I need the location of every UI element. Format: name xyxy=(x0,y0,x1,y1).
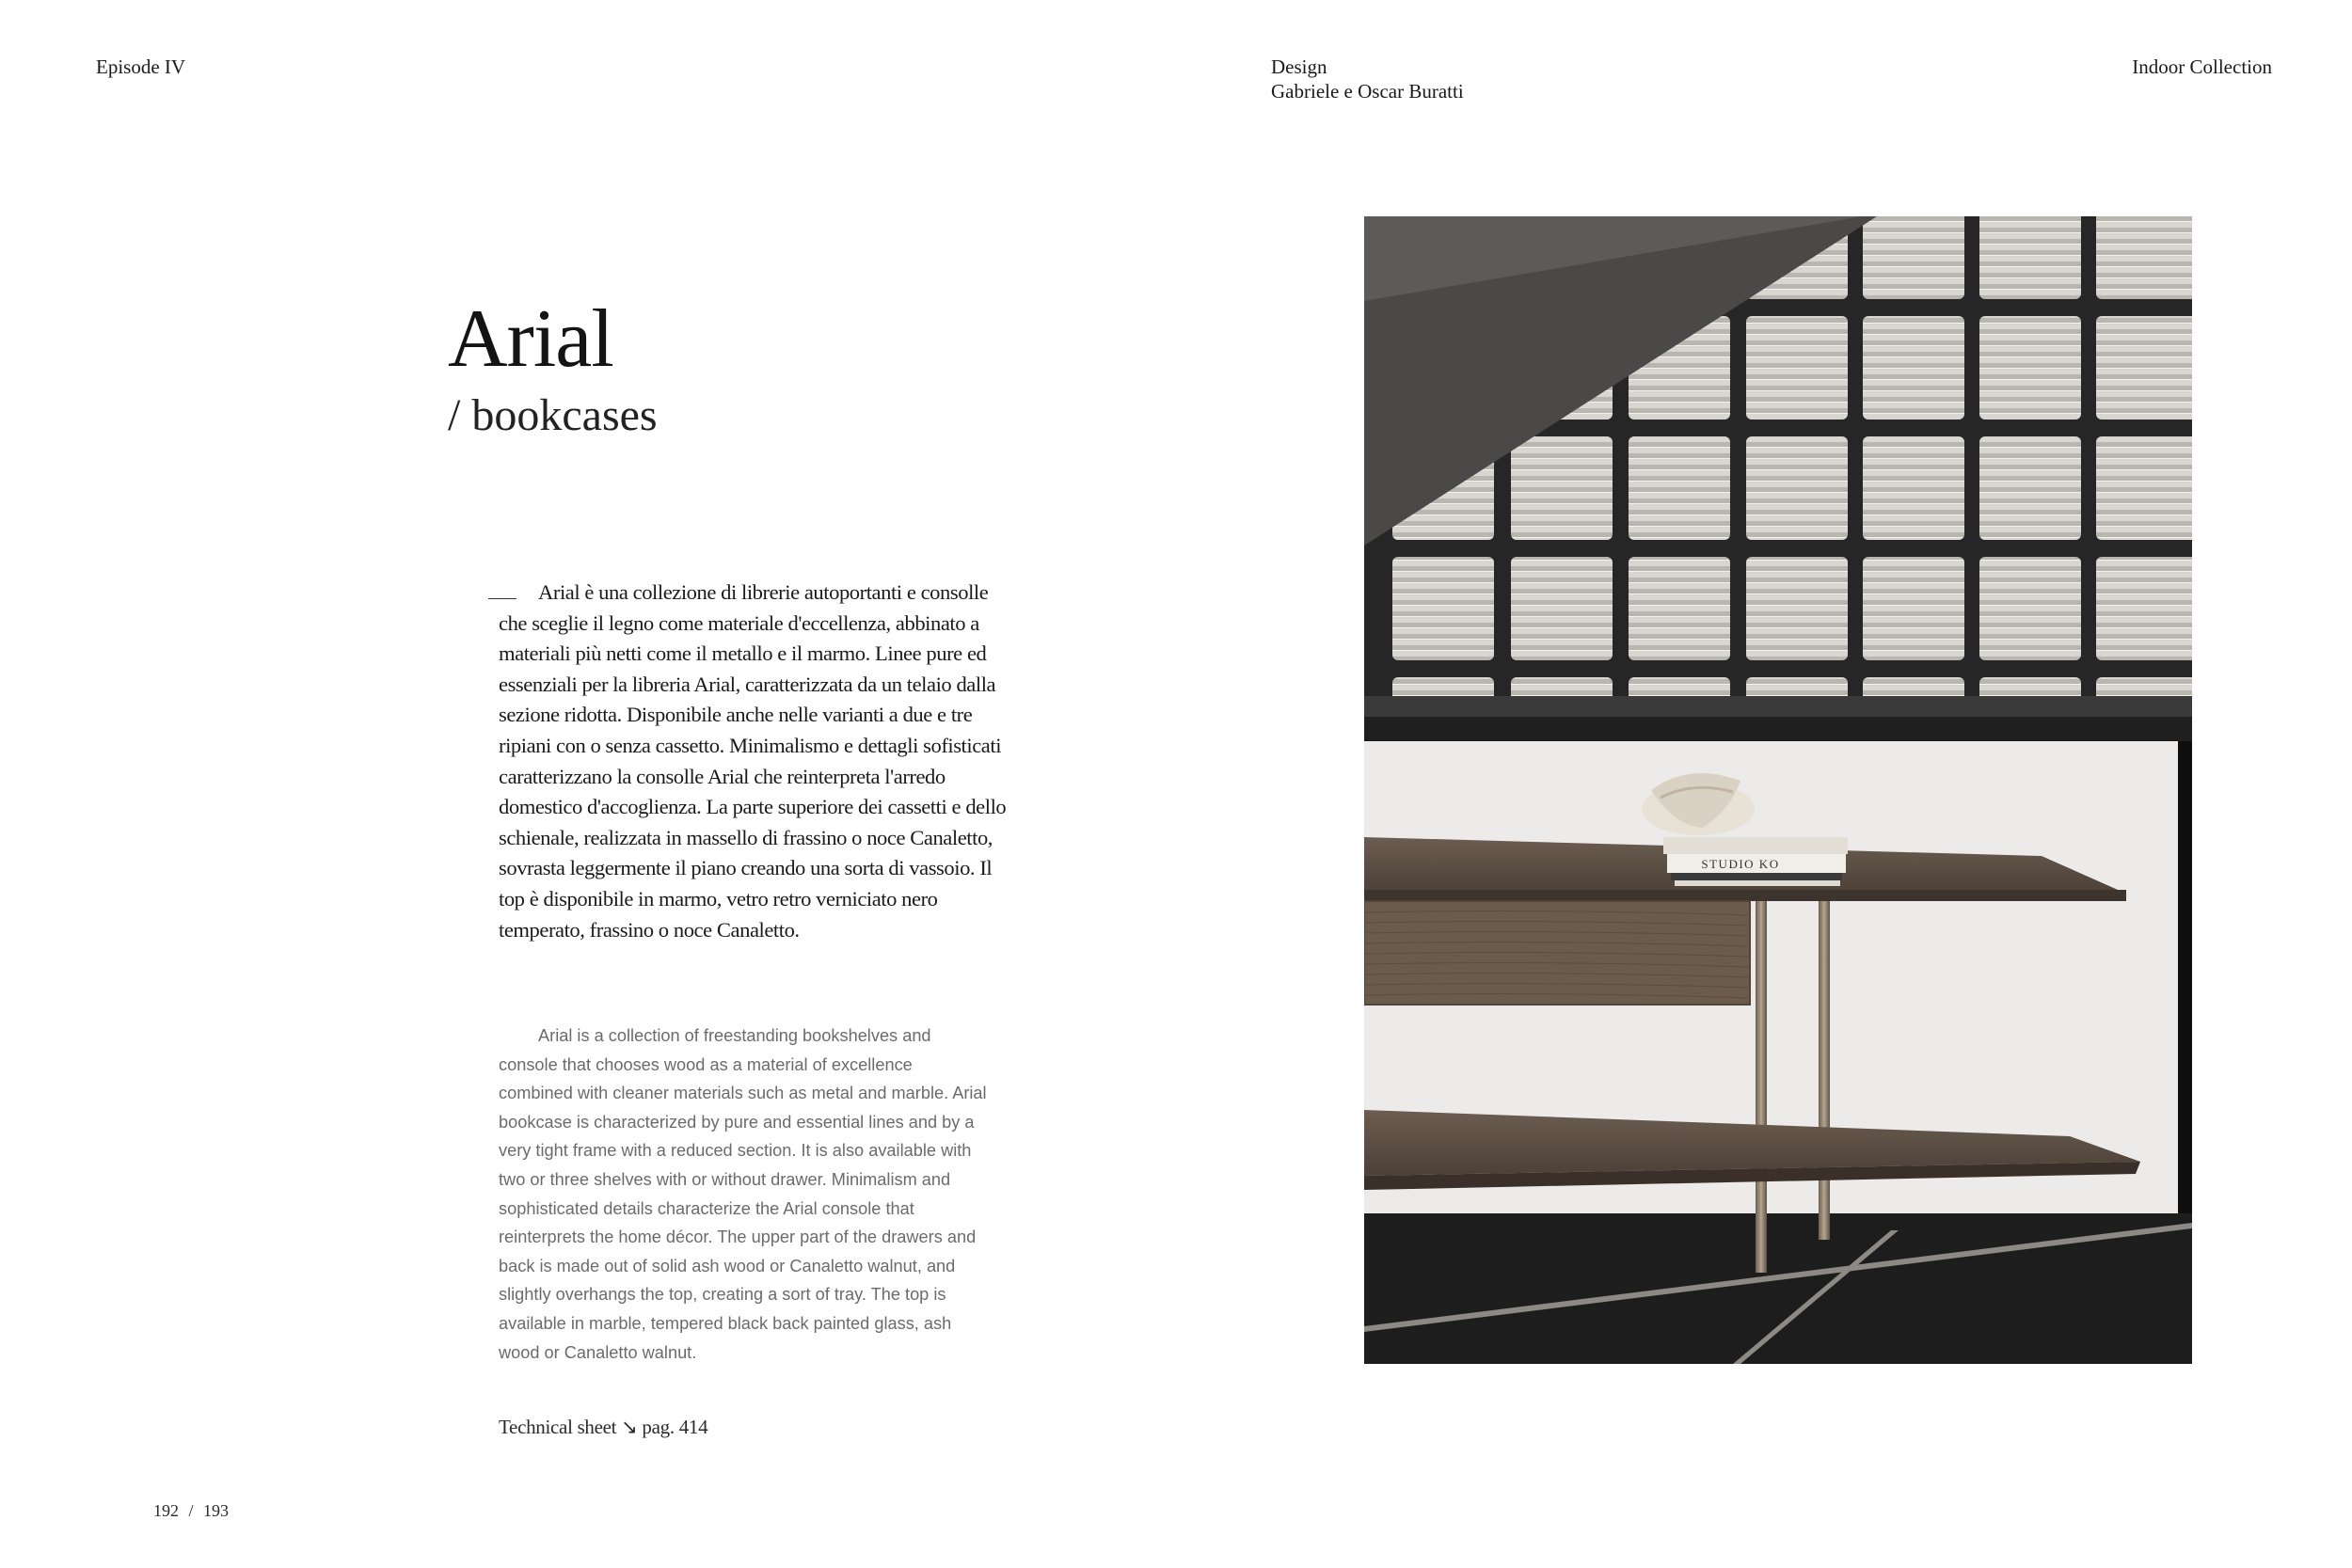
glass-block xyxy=(1979,557,2081,660)
product-photo xyxy=(1364,216,2192,1364)
book-title: STUDIO KO xyxy=(1701,857,1780,871)
glass-block xyxy=(1863,557,1964,660)
collection-label: Indoor Collection xyxy=(2132,55,2272,78)
glass-block xyxy=(2096,436,2192,540)
product-title: Arial xyxy=(448,293,613,385)
console-leg-left xyxy=(1756,901,1767,1273)
glass-block xyxy=(2096,557,2192,660)
design-label: Design xyxy=(1271,55,1327,78)
glass-block xyxy=(2096,216,2192,299)
glass-block xyxy=(1746,436,1848,540)
glass-block xyxy=(1979,436,2081,540)
glass-block xyxy=(1746,316,1848,420)
product-category: / bookcases xyxy=(448,390,658,440)
page-numbers: 192 / 193 xyxy=(153,1501,230,1520)
glass-block xyxy=(1511,436,1613,540)
glass-block xyxy=(2096,316,2192,420)
design-credit xyxy=(1271,55,1464,103)
glass-block xyxy=(1863,436,1964,540)
book-top xyxy=(1663,837,1848,854)
floor xyxy=(1364,1213,2192,1364)
glass-block xyxy=(1629,557,1730,660)
glass-block xyxy=(1511,557,1613,660)
glass-block xyxy=(1863,216,1964,299)
episode-label: Episode IV xyxy=(96,55,186,78)
console-scene-illustration xyxy=(1364,216,2192,1364)
glass-block xyxy=(1979,316,2081,420)
console-leg-right xyxy=(1819,901,1830,1240)
designers-name: Gabriele e Oscar Buratti xyxy=(1271,80,1464,103)
technical-sheet-link[interactable]: Technical sheet ↘ pag. 414 xyxy=(499,1416,708,1438)
glass-block xyxy=(1746,557,1848,660)
english-description: Arial is a collection of freestanding bookshelves and console that chooses wood as a material of excellence combined with cleaner materials such as metal and marble. Arial bookcase is characterized by pure and essential lines and by a very tight frame with a reduced section. It is also available with two or three shelves with or without drawer. Minimalism and sophisticated details characterize the Arial console that reinterprets the home décor. The upper part of the drawers and back is made out of solid ash wood or Canaletto walnut, and slightly overhangs the top, creating a sort of tray. The top is available in marble, tempered black back painted glass, ash wood or Canaletto walnut. xyxy=(499,1026,987,1362)
glass-block xyxy=(1979,216,2081,299)
italian-description: Arial è una collezione di librerie autoportanti e consolle che sceglie il legno come materiale d'eccellenza, abbinato a materiali più netti come il metallo e il marmo. Linee pure ed essenziali per la libreria Arial, caratterizzata da un telaio dalla sezione ridotta. Disponibile anche nelle varianti a due e tre ripiani con o senza cassetto. Minimalismo e dettagli sofisticati caratterizzano la consolle Arial che reinterpreta l'arredo domestico d'accoglienza. La parte superiore dei cassetti e dello schienale, realizzata in massello di frassino o noce Canaletto, sovrasta leggermente il piano creando una sorta di vassoio. Il top è disponibile in marmo, vetro retro verniciato nero temperato, frassino o noce Canaletto. xyxy=(499,580,1007,942)
glass-block xyxy=(1629,436,1730,540)
glass-block xyxy=(1863,316,1964,420)
window-ledge xyxy=(1364,696,2192,717)
glass-block xyxy=(1392,557,1494,660)
